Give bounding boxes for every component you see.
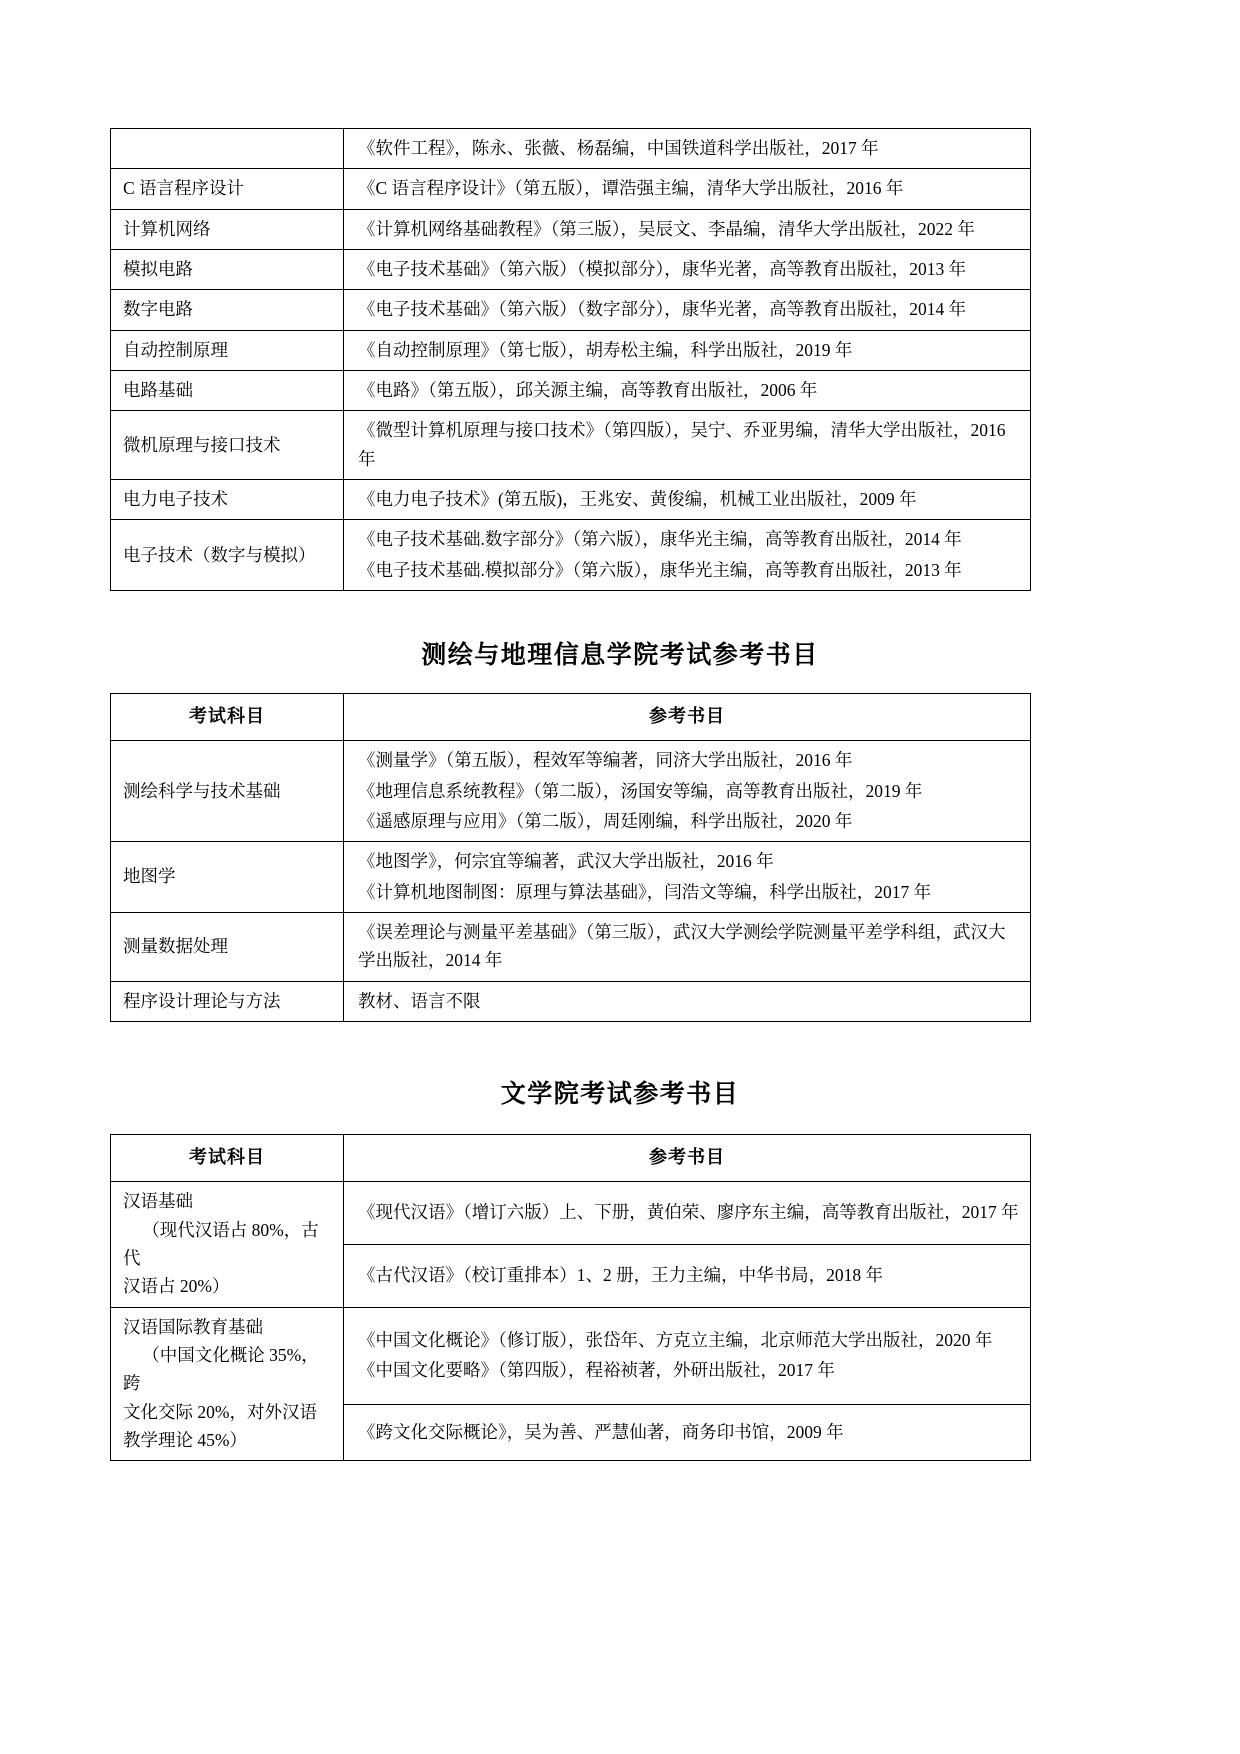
book-entry: 《电子技术基础.数字部分》（第六版），康华光主编，高等教育出版社，2014 年 (358, 529, 962, 550)
books-cell (344, 480, 1031, 520)
subject-cell: 电路基础 (111, 371, 344, 411)
books-cell (344, 330, 1031, 370)
subject-line: 汉语占 20%） (123, 1276, 230, 1297)
books-cell (344, 981, 1031, 1021)
column-header-subject: 考试科目 (111, 1135, 344, 1182)
table-row (111, 520, 1031, 591)
subject-cell: 测绘科学与技术基础 (111, 741, 344, 842)
books-cell (344, 411, 1031, 480)
subject-cell (111, 1182, 344, 1307)
books-cell (344, 1244, 1031, 1307)
subject-cell: 计算机网络 (111, 209, 344, 249)
table-header-row (111, 694, 1031, 741)
subject-line: 教学理论 45%） (123, 1429, 247, 1450)
table-literature-subjects (110, 1134, 1031, 1461)
table-row (111, 842, 1031, 913)
subject-line: （现代汉语占 80%，古代 (123, 1219, 319, 1268)
table-row (111, 981, 1031, 1021)
book-entry: 《软件工程》，陈永、张薇、杨磊编，中国铁道科学出版社，2017 年 (358, 138, 879, 158)
subject-cell: 电力电子技术 (111, 480, 344, 520)
subject-line: 汉语国际教育基础 (123, 1316, 263, 1337)
table-row (111, 913, 1031, 982)
table-row (111, 209, 1031, 249)
book-entry: 《电力电子技术》(第五版)，王兆安、黄俊编，机械工业出版社，2009 年 (358, 489, 917, 510)
subject-line: （中国文化概论 35%，跨 (123, 1344, 319, 1394)
books-cell (344, 842, 1031, 913)
table-row (111, 290, 1031, 330)
book-entry: 《跨文化交际概论》，吴为善、严慧仙著，商务印书馆，2009 年 (358, 1422, 844, 1443)
column-header-books: 参考书目 (344, 694, 1031, 741)
subject-cell: 程序设计理论与方法 (111, 981, 344, 1021)
subject-cell: 地图学 (111, 842, 344, 913)
table-row (111, 1307, 1031, 1405)
book-entry: 《计算机地图制图：原理与算法基础》，闫浩文等编，科学出版社，2017 年 (358, 881, 932, 902)
column-header-books: 参考书目 (344, 1135, 1031, 1182)
books-cell (344, 129, 1031, 169)
subject-line: 汉语基础 (123, 1191, 193, 1212)
subject-cell: 模拟电路 (111, 250, 344, 290)
books-cell (344, 1307, 1031, 1405)
book-entry: 《微型计算机原理与接口技术》（第四版），吴宁、乔亚男编，清华大学出版社，2016 年 (358, 420, 1006, 469)
subject-cell: 微机原理与接口技术 (111, 411, 344, 480)
subject-line: 文化交际 20%，对外汉语 (123, 1401, 317, 1422)
table-row (111, 169, 1031, 209)
book-entry: 《电子技术基础》（第六版）（模拟部分），康华光著，高等教育出版社，2013 年 (358, 259, 967, 280)
table-surveying-subjects (110, 693, 1031, 1022)
book-entry: 《电路》（第五版），邱关源主编，高等教育出版社，2006 年 (358, 380, 818, 401)
column-header-subject: 考试科目 (111, 694, 344, 741)
table-row (111, 1182, 1031, 1245)
section-gap (110, 591, 1130, 635)
subject-cell: 自动控制原理 (111, 330, 344, 370)
books-cell (344, 1182, 1031, 1245)
table-header-row (111, 1135, 1031, 1182)
subject-cell (111, 1307, 344, 1461)
book-entry: 《电子技术基础》（第六版）（数字部分），康华光著，高等教育出版社，2014 年 (358, 299, 967, 320)
book-entry: 《计算机网络基础教程》（第三版），吴辰文、李晶编，清华大学出版社，2022 年 (358, 218, 975, 239)
book-entry: 《自动控制原理》（第七版），胡寿松主编，科学出版社，2019 年 (358, 339, 853, 360)
book-entry: 《电子技术基础.模拟部分》（第六版），康华光主编，高等教育出版社，2013 年 (358, 559, 962, 580)
book-entry: 教材、语言不限 (358, 990, 481, 1011)
book-entry: 《古代汉语》（校订重排本）1、2 册，王力主编，中华书局，2018 年 (358, 1265, 883, 1286)
table-row (111, 411, 1031, 480)
book-entry: 《误差理论与测量平差基础》（第三版），武汉大学测绘学院测量平差学科组，武汉大学出版社，2014 年 (358, 922, 1006, 971)
book-entry: 《中国文化概论》（修订版），张岱年、方克立主编，北京师范大学出版社，2020 年 (358, 1330, 993, 1351)
books-cell (344, 209, 1031, 249)
subject-cell: 测量数据处理 (111, 913, 344, 982)
subject-cell: 数字电路 (111, 290, 344, 330)
table-row (111, 330, 1031, 370)
books-cell (344, 913, 1031, 982)
books-cell (344, 1405, 1031, 1461)
table-row (111, 741, 1031, 842)
table-row (111, 129, 1031, 169)
books-cell (344, 741, 1031, 842)
book-entry: 《现代汉语》（增订六版）上、下册，黄伯荣、廖序东主编，高等教育出版社，2017 年 (358, 1202, 1019, 1223)
table-row (111, 371, 1031, 411)
book-entry: 《遥感原理与应用》（第二版），周廷刚编，科学出版社，2020 年 (358, 810, 853, 831)
table-row (111, 480, 1031, 520)
subject-cell: 电子技术（数字与模拟） (111, 520, 344, 591)
book-entry: 《中国文化要略》（第四版），程裕祯著，外研出版社，2017 年 (358, 1360, 835, 1381)
book-entry: 《测量学》（第五版），程效军等编著，同济大学出版社，2016 年 (358, 750, 853, 771)
book-entry: 《地图学》，何宗宜等编著，武汉大学出版社，2016 年 (358, 851, 774, 872)
book-entry: 《地理信息系统教程》（第二版），汤国安等编，高等教育出版社，2019 年 (358, 780, 923, 801)
books-cell (344, 520, 1031, 591)
section-gap (110, 1022, 1130, 1074)
section-title-surveying: 测绘与地理信息学院考试参考书目 (421, 642, 819, 670)
book-entry: 《C 语言程序设计》（第五版），谭浩强主编，清华大学出版社，2016 年 (358, 178, 904, 199)
table-computer-subjects (110, 128, 1031, 591)
table-row (111, 250, 1031, 290)
section-title-literature: 文学院考试参考书目 (500, 1081, 740, 1109)
books-cell (344, 250, 1031, 290)
books-cell (344, 169, 1031, 209)
books-cell (344, 290, 1031, 330)
subject-cell (111, 129, 344, 169)
books-cell (344, 371, 1031, 411)
subject-cell: C 语言程序设计 (111, 169, 344, 209)
